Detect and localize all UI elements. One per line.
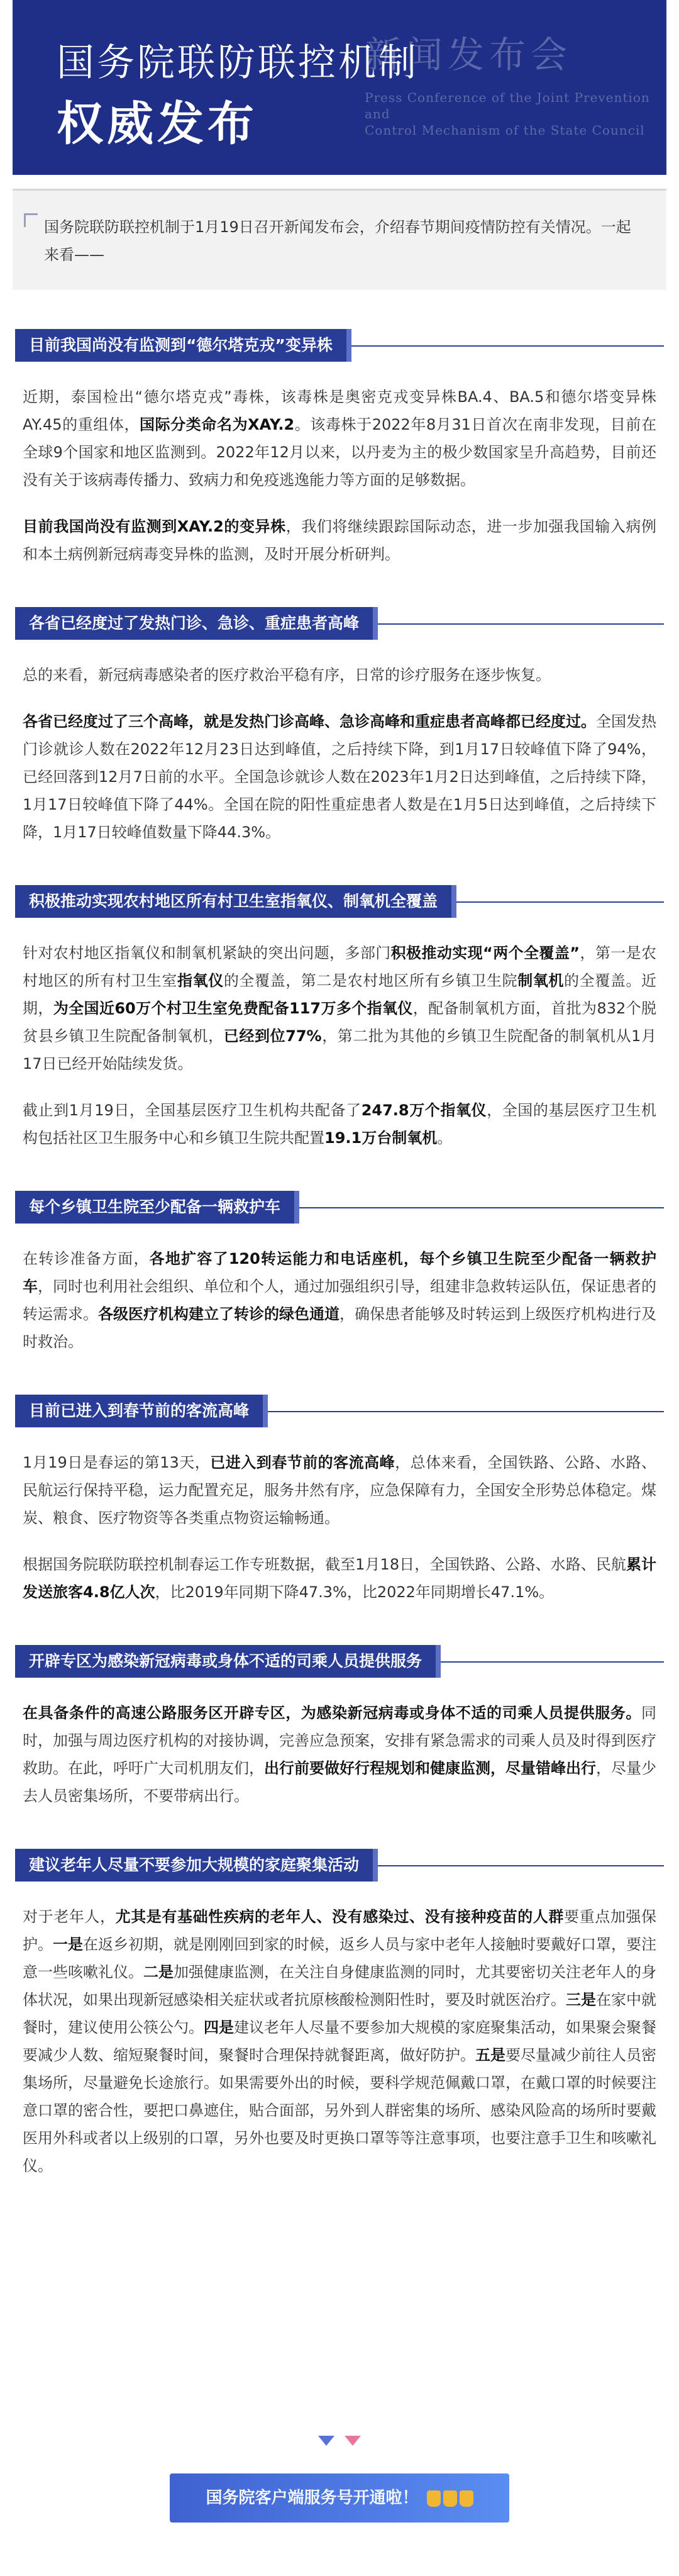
text-run: 在转诊准备方面，	[23, 1250, 150, 1268]
bold-text: 指氧仪	[177, 972, 224, 990]
banner-bg-chinese: 新闻发布会	[365, 33, 573, 76]
bold-text: 19.1万台制氧机	[324, 1129, 438, 1147]
section-3	[15, 883, 664, 1152]
section-title: 建议老年人尽量不要参加大规模的家庭聚集活动	[15, 1849, 378, 1882]
arrow-down-icon	[345, 2436, 361, 2446]
section-title: 目前已进入到春节前的客流高峰	[15, 1395, 268, 1427]
text-run: ，总体来看，全国铁路、公路、水路、民航运行保持平稳，运力配置充足，服务井然有序，应急保障有力，全国安全形势总体稳定。煤炭、粮食、医疗物资等各类重点物资运输畅通。	[23, 1454, 657, 1527]
bold-text: 积极推动实现“两个全覆盖”	[390, 944, 580, 962]
text-run: ，我们将继续跟踪国际动态，进一步加强我国输入病例和本土病例新冠病毒变异株的监测，及时开展分析研判。	[23, 518, 656, 563]
paragraph	[23, 1096, 656, 1152]
quote-corner-icon	[24, 213, 38, 227]
text-run: 近期，泰国检出“德尔塔克戎”毒株，该毒株是奥密克戎变异株BA.4、BA.5和德尔塔变异株AY.45的重组体，	[23, 388, 656, 433]
footer-arrows	[0, 2436, 679, 2448]
bold-text: 一是	[53, 1936, 83, 1953]
section-title: 积极推动实现农村地区所有村卫生室指氧仪、制氧机全覆盖	[15, 885, 456, 918]
section-body	[23, 383, 656, 568]
gift-bag-icon	[443, 2490, 457, 2507]
section-2	[15, 605, 664, 846]
paragraph	[23, 383, 656, 494]
client-service-label: 国务院客户端服务号开通啦！	[206, 2489, 419, 2507]
text-run: 在家中就餐时，建议使用公筷公勺。	[23, 1991, 656, 2036]
bold-text: 累计发送旅客4.8亿人次	[23, 1556, 657, 1601]
paragraph	[23, 1245, 656, 1356]
section-1	[15, 326, 664, 568]
header-banner	[13, 0, 666, 175]
banner-bg-english	[365, 89, 666, 138]
section-header	[15, 1642, 664, 1680]
section-6	[15, 1642, 664, 1810]
text-run: 截止到1月19日，全国基层医疗卫生机构共配备了	[23, 1101, 362, 1119]
paragraph	[23, 1449, 656, 1532]
bold-text: 各级医疗机构建立了转诊的绿色通道	[98, 1305, 340, 1323]
text-run: 1月19日是春运的第13天，	[23, 1454, 211, 1471]
section-title: 每个乡镇卫生院至少配备一辆救护车	[15, 1191, 299, 1224]
text-run: ，配备制氧机方面，首批为832个脱贫县乡镇卫生院配备制氧机，	[23, 1000, 657, 1045]
bold-text: 各地扩容了120转运能力和电话座机，每个乡镇卫生院至少配备一辆救护车	[23, 1250, 656, 1295]
bold-text: 为全国近60万个村卫生室免费配备117万多个指氧仪	[53, 1000, 413, 1017]
text-run: ，尽量少去人员密集场所，不要带病出行。	[23, 1759, 656, 1805]
section-header	[15, 883, 664, 920]
gift-bag-icon	[427, 2490, 441, 2507]
text-run: ，第二批为其他的乡镇卫生院配备的制氧机从1月17日已经开始陆续发货。	[23, 1027, 657, 1073]
gift-bag-icon	[460, 2490, 473, 2507]
bold-text: 四是	[204, 2019, 234, 2036]
bold-text: 五是	[475, 2046, 505, 2064]
text-run: 建议老年人尽量不要参加大规模的家庭聚集活动，如果聚会聚餐要减少人数、缩短聚餐时间，聚餐时合理保持就餐距离，做好防护。	[23, 2019, 656, 2064]
text-run: 加强健康监测，在关注自身健康监测的同时，尤其要密切关注老年人的身体状况，如果出现新冠感染相关症状或者抗原核酸检测阳性时，要及时就医治疗。	[23, 1963, 656, 2009]
text-run: 根据国务院联防联控机制春运工作专班数据，截至1月18日，全国铁路、公路、水路、民航	[23, 1556, 626, 1573]
section-body	[23, 939, 656, 1152]
arrow-down-icon	[318, 2436, 334, 2446]
text-run: 在返乡初期，就是刚刚回到家的时候，返乡人员与家中老年人接触时要戴好口罩，要注意一些咳嗽礼仪。	[23, 1936, 656, 1981]
client-service-banner-button[interactable]	[170, 2473, 509, 2523]
section-body	[23, 1903, 656, 2180]
section-body	[23, 1449, 656, 1606]
paragraph	[23, 708, 656, 846]
bold-text: 国际分类命名为XAY.2	[140, 416, 295, 433]
section-header	[15, 605, 664, 642]
bold-text: 247.8万个指氧仪	[361, 1101, 487, 1119]
text-run: 对于老年人，	[23, 1908, 116, 1926]
section-body	[23, 1245, 656, 1356]
text-run: 全国发热门诊就诊人数在2022年12月23日达到峰值，之后持续下降，到1月17日较峰值下降了94%，已经回落到12月7日前的水平。全国急诊就诊人数在2023年1月2日达到峰值，之后持续下降，1月17日较峰值下降了44%。全国在院的阳性重症患者人数是在1月5日达到峰值，之后持续下降，1月17日较峰值数量下降44.3%。	[23, 713, 656, 841]
bold-text: 尤其是有基础性疾病的老年人、没有感染过、没有接种疫苗的人群	[115, 1908, 565, 1926]
text-run: 的全覆盖。近期，	[23, 972, 657, 1017]
banner-bg-english-line1: Press Conference of the Joint Prevention and	[365, 90, 650, 121]
text-run: 的全覆盖，第二是农村地区所有乡镇卫生院	[223, 972, 518, 990]
section-7	[15, 1846, 664, 2180]
paragraph: 总的来看，新冠病毒感染者的医疗救治平稳有序，日常的诊疗服务在逐步恢复。	[23, 666, 551, 684]
text-run: 。该毒株于2022年8月31日首次在南非发现，目前在全球9个国家和地区监测到。2022年12月以来，以丹麦为主的极少数国家呈升高趋势，目前还没有关于该病毒传播力、致病力和免疫逃逸能力等方面的足够数据。	[23, 416, 656, 489]
section-5	[15, 1392, 664, 1606]
section-4	[15, 1188, 664, 1356]
bold-text: 各省已经度过了三个高峰，就是发热门诊高峰、急诊高峰和重症患者高峰都已经度过。	[23, 713, 596, 730]
bold-text: 目前我国尚没有监测到XAY.2的变异株	[23, 518, 286, 535]
paragraph	[23, 513, 656, 568]
section-header	[15, 1846, 664, 1884]
section-body	[23, 1699, 656, 1810]
bold-text: 三是	[566, 1991, 596, 2009]
text-run: ，第一是农村地区的所有村卫生室	[23, 944, 657, 990]
intro-text: 国务院联防联控机制于1月19日召开新闻发布会，介绍春节期间疫情防控有关情况。一起来看——	[44, 218, 631, 264]
section-header	[15, 326, 664, 364]
text-run: 针对农村地区指氧仪和制氧机紧缺的突出问题，多部门	[23, 944, 391, 962]
paragraph	[23, 1903, 656, 2180]
section-body	[23, 661, 656, 846]
section-header	[15, 1392, 664, 1430]
paragraph	[23, 1699, 656, 1810]
bold-text: 出行前要做好行程规划和健康监测，尽量错峰出行	[264, 1759, 596, 1777]
bold-text: 在具备条件的高速公路服务区开辟专区，为感染新冠病毒或身体不适的司乘人员提供服务。	[23, 1704, 641, 1722]
text-run: 。	[437, 1129, 453, 1147]
banner-title-line1: 国务院联防联控机制	[57, 41, 419, 85]
text-run: ，同时也利用社会组织、单位和个人，通过加强组织引导，组建非急救转运队伍，保证患者的转运需求。	[23, 1278, 656, 1323]
banner-bg-english-line2: Control Mechanism of the State Council	[365, 123, 645, 138]
section-title: 各省已经度过了发热门诊、急诊、重症患者高峰	[15, 607, 378, 640]
section-title: 开辟专区为感染新冠病毒或身体不适的司乘人员提供服务	[15, 1645, 441, 1678]
banner-title-line2: 权威发布	[57, 97, 258, 151]
paragraph	[23, 1551, 656, 1606]
text-run: ，全国的基层医疗卫生机构包括社区卫生服务中心和乡镇卫生院共配置	[23, 1101, 656, 1147]
intro-box	[13, 189, 666, 290]
bold-text: 已经到位77%	[223, 1027, 322, 1045]
section-header	[15, 1188, 664, 1226]
bold-text: 已进入到春节前的客流高峰	[210, 1454, 395, 1471]
text-run: ，比2019年同期下降47.3%，比2022年同期增长47.1%。	[155, 1583, 555, 1601]
text-run: ，确保患者能够及时转运到上级医疗机构进行及时救治。	[23, 1305, 656, 1351]
text-run: 要重点加强保护。	[23, 1908, 657, 1953]
paragraph	[23, 939, 656, 1078]
text-run: 要尽量减少前往人员密集场所，尽量避免长途旅行。如果需要外出的时候，要科学规范佩戴口罩，在戴口罩的时候要注意口罩的密合性，要把口鼻遮住，贴合面部，另外到人群密集的场所、感染风险高的场所时要戴医用外科或者以上级别的口罩，另外也要及时更换口罩等等注意事项，也要注意手卫生和咳嗽礼仪。	[23, 2046, 656, 2175]
section-title: 目前我国尚没有监测到“德尔塔克戎”变异株	[15, 329, 351, 362]
text-run: 同时，加强与周边医疗机构的对接协调，完善应急预案，安排有紧急需求的司乘人员及时得到医疗救助。在此，呼吁广大司机朋友们，	[23, 1704, 656, 1777]
bold-text: 制氧机	[517, 972, 565, 990]
bold-text: 二是	[143, 1963, 174, 1981]
